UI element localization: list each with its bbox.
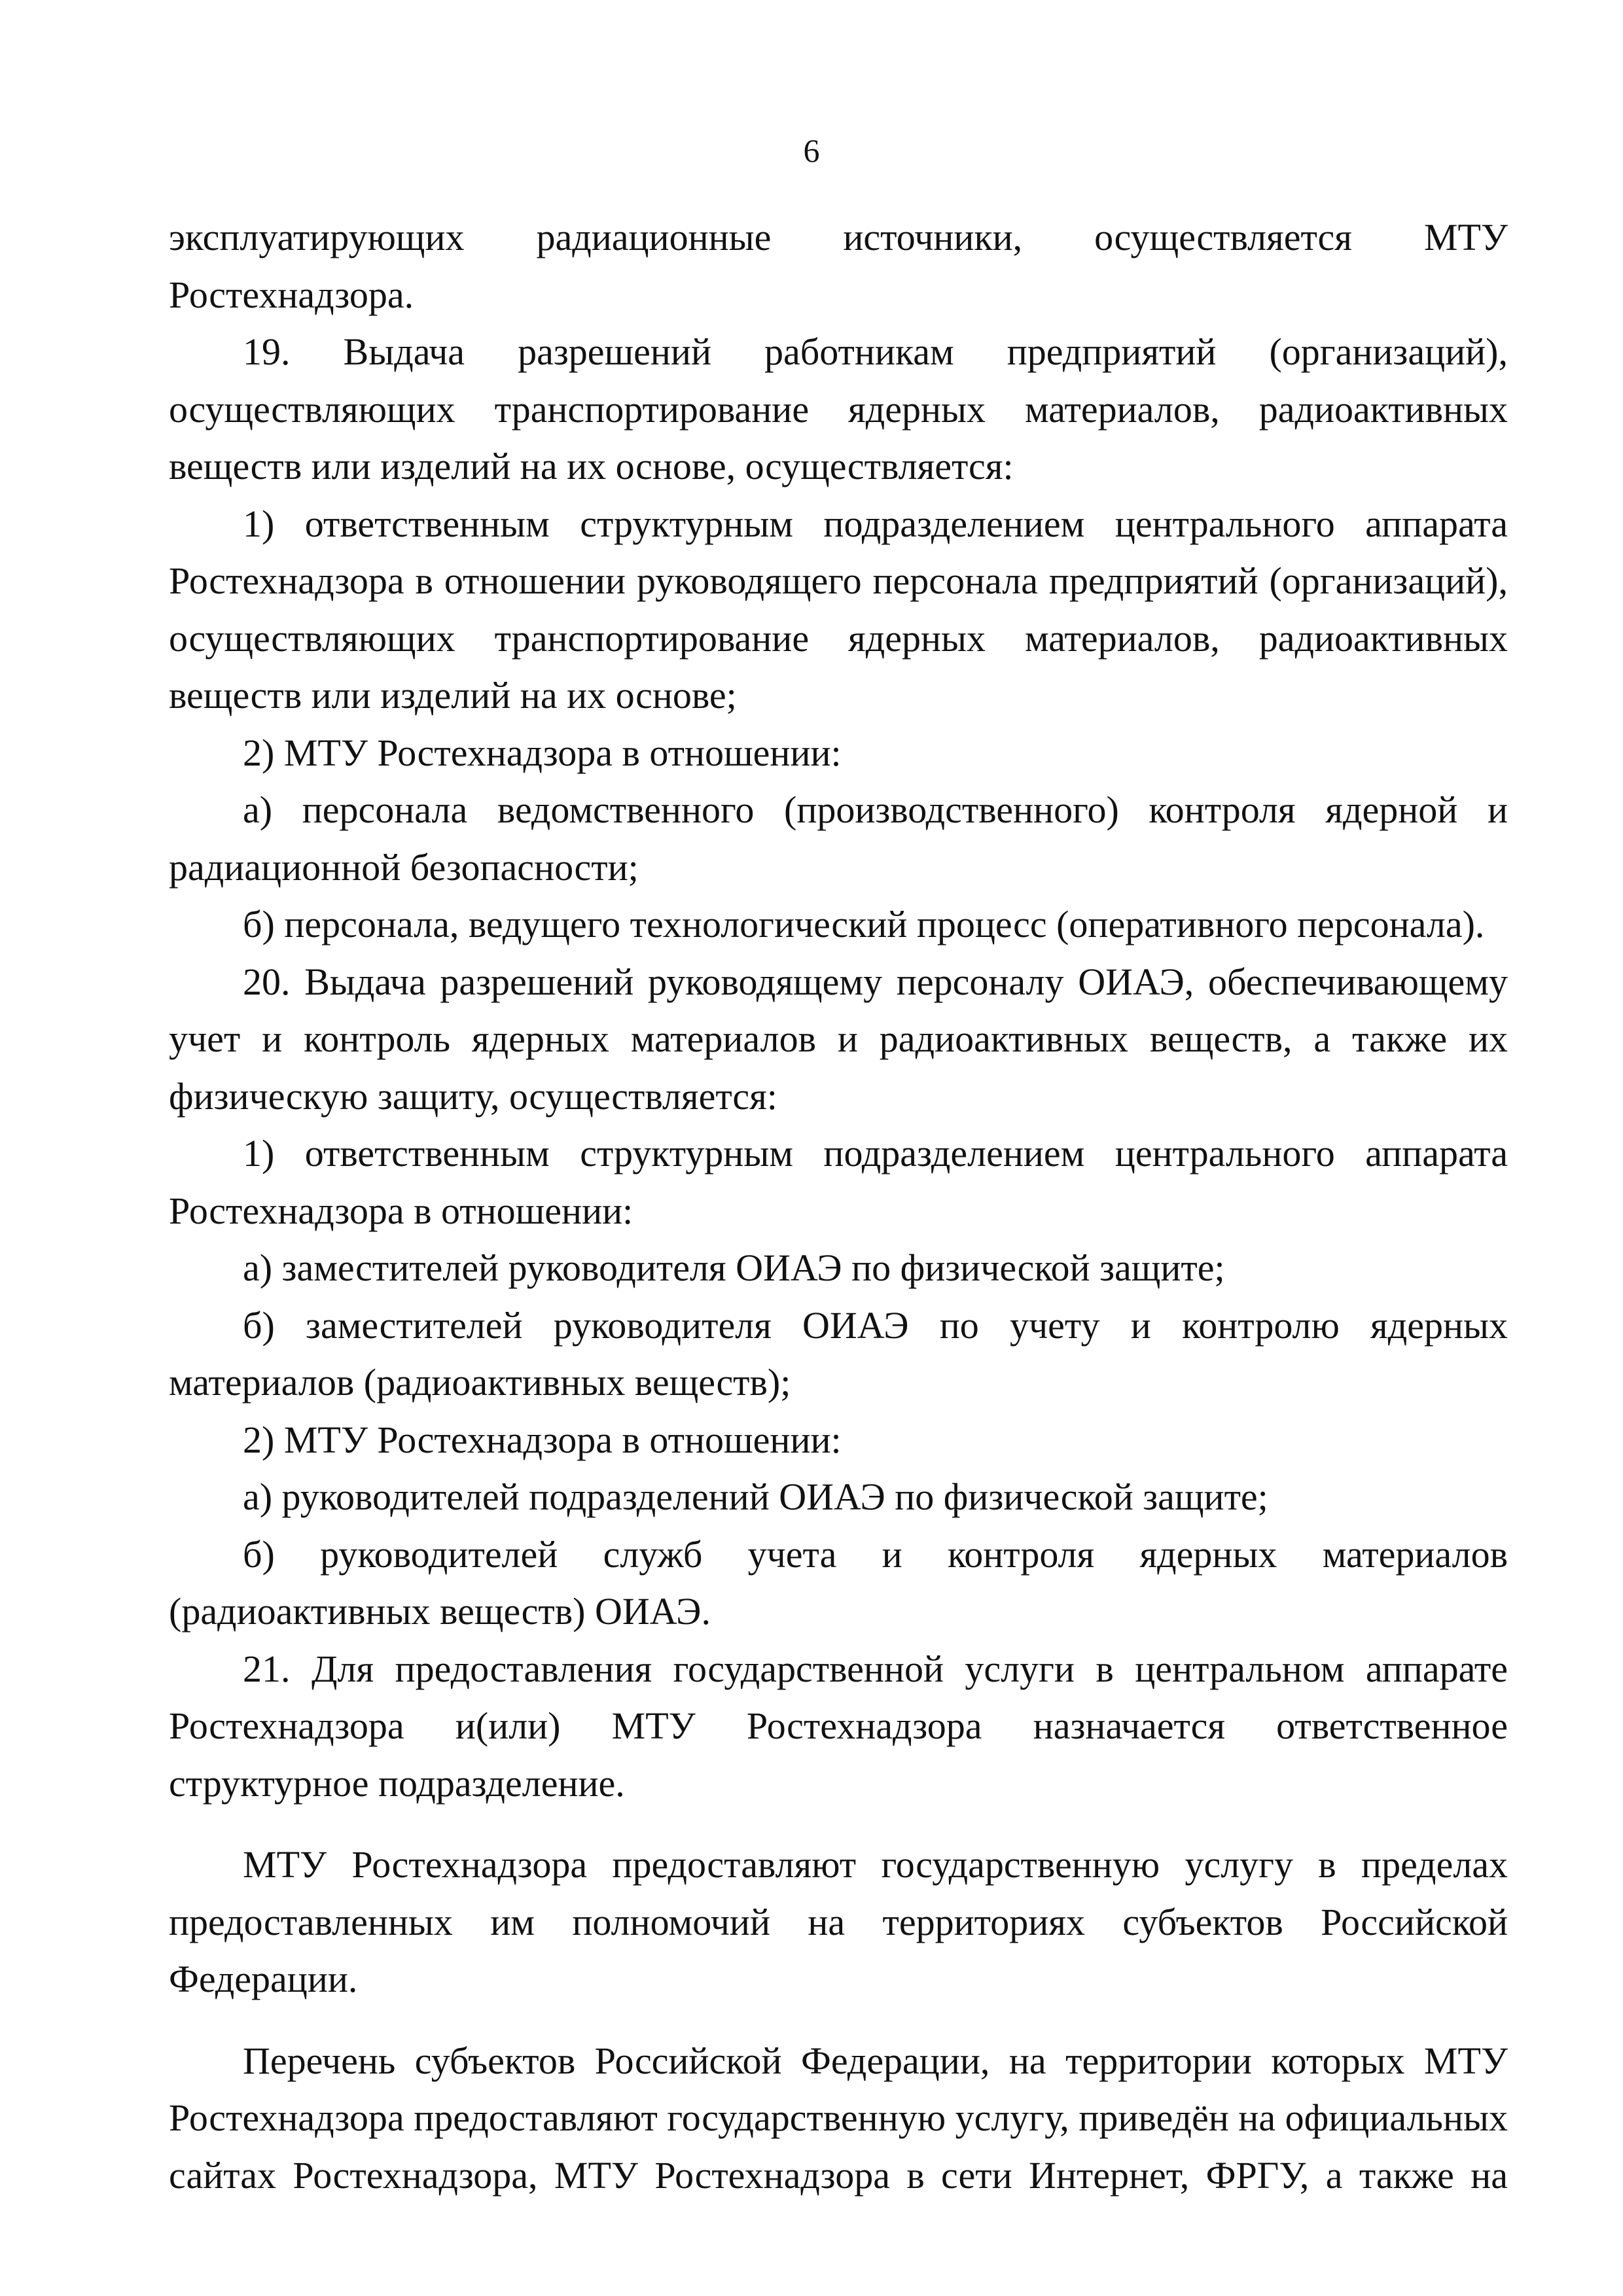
paragraph: 1) ответственным структурным подразделением центрального аппарата Ростехнадзора в отношении руководящего персонала предприятий (организаций), осуществляющих транспортирование ядерных материалов, радиоактивных веществ или изделий на их основе; [169, 502, 1508, 716]
paragraph: а) руководителей подразделений ОИАЭ по физической защите; [243, 1475, 1268, 1518]
paragraph: а) заместителей руководителя ОИАЭ по физической защите; [243, 1246, 1225, 1289]
paragraph: а) персонала ведомственного (производственного) контроля ядерной и радиационной безопасности; [169, 788, 1508, 889]
paragraph: Перечень субъектов Российской Федерации, на территории которых МТУ Ростехнадзора предоставляют государственную услугу, приведён на официальных сайтах Ростехнадзора, МТУ Ростехнадзора в сети Интернет, ФРГУ, а также на [169, 2039, 1508, 2197]
document-body [169, 209, 1508, 2204]
page-number: 6 [803, 132, 820, 169]
paragraph: 21. Для предоставления государственной услуги в центральном аппарате Ростехнадзора и(или) МТУ Ростехнадзора назначается ответственное структурное подразделение. [169, 1647, 1508, 1805]
paragraph: б) заместителей руководителя ОИАЭ по учету и контролю ядерных материалов (радиоактивных веществ); [169, 1303, 1508, 1404]
paragraph: 1) ответственным структурным подразделением центрального аппарата Ростехнадзора в отношении: [169, 1132, 1508, 1232]
paragraph: эксплуатирующих радиационные источники, осуществляется МТУ Ростехнадзора. [169, 216, 1508, 316]
paragraph: 2) МТУ Ростехнадзора в отношении: [243, 731, 842, 774]
paragraph: 19. Выдача разрешений работникам предприятий (организаций), осуществляющих транспортирование ядерных материалов, радиоактивных веществ или изделий на их основе, осуществляется: [169, 330, 1508, 487]
paragraph: б) персонала, ведущего технологический процесс (оперативного персонала). [243, 903, 1485, 945]
paragraph: 2) МТУ Ростехнадзора в отношении: [243, 1418, 842, 1461]
paragraph: б) руководителей служб учета и контроля ядерных материалов (радиоактивных веществ) ОИАЭ. [169, 1532, 1508, 1633]
paragraph: МТУ Ростехнадзора предоставляют государственную услугу в пределах предоставленных им полномочий на территориях субъектов Российской Федерации. [169, 1843, 1508, 2000]
paragraph: 20. Выдача разрешений руководящему персоналу ОИАЭ, обеспечивающему учет и контроль ядерных материалов и радиоактивных веществ, а также их физическую защиту, осуществляется: [169, 960, 1508, 1118]
